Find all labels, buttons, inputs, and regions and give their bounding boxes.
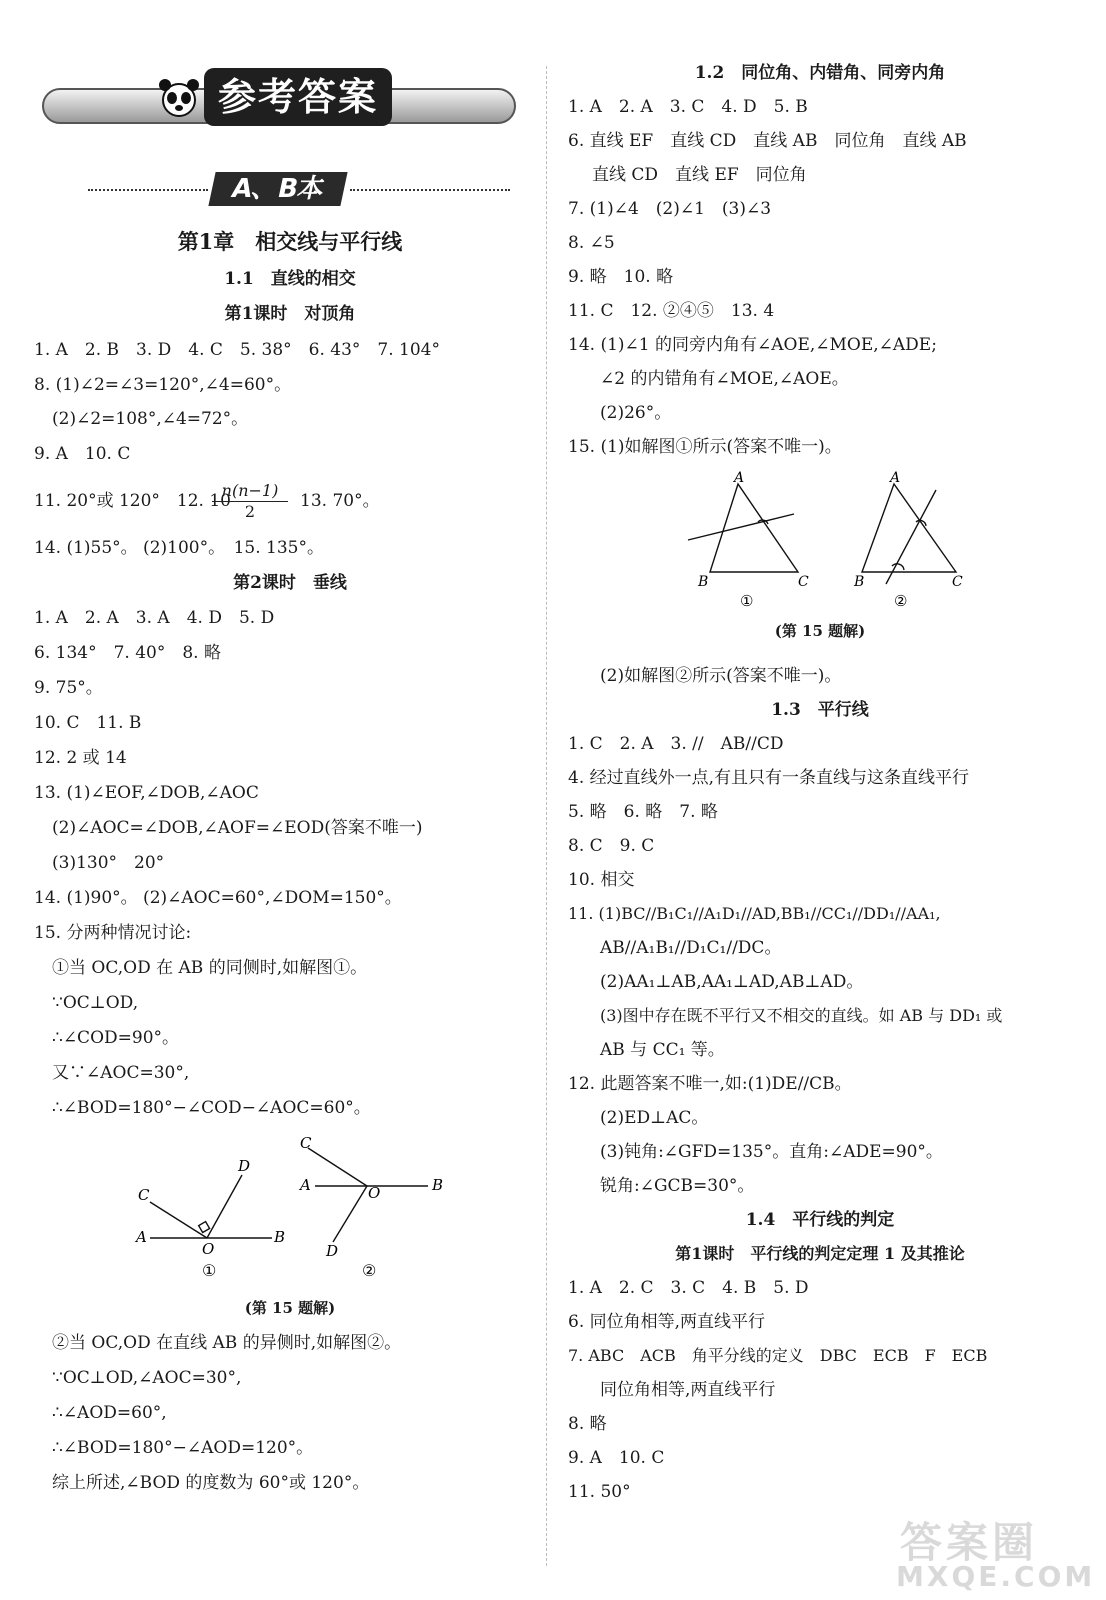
figure-caption: (第 15 题解) xyxy=(244,1299,336,1317)
answer-line: 12. 此题答案不唯一,如:(1)DE//CB。 xyxy=(568,1074,852,1094)
figure-marker-2: ② xyxy=(894,592,908,610)
figure-perpendicular-lines xyxy=(130,1130,470,1290)
answer-line: 4. 经过直线外一点,有且只有一条直线与这条直线平行 xyxy=(568,768,970,788)
figure-marker-2: ② xyxy=(362,1261,377,1280)
label-C: C xyxy=(138,1186,150,1204)
answer-line: 8. ∠5 xyxy=(568,233,615,253)
label-B: B xyxy=(274,1228,286,1246)
answer-line: ∠2 的内错角有∠MOE,∠AOE。 xyxy=(600,369,849,389)
answer-line: 6. 同位角相等,两直线平行 xyxy=(568,1312,766,1332)
figure-triangles xyxy=(680,466,980,616)
label-A: A xyxy=(136,1228,147,1246)
answer-line: 综上所述,∠BOD 的度数为 60°或 120°。 xyxy=(52,1473,370,1493)
triangle-1 xyxy=(710,484,798,572)
label-A: A xyxy=(890,470,901,486)
answer-line: (2)AA₁⊥AB,AA₁⊥AD,AB⊥AD。 xyxy=(600,972,864,992)
figure-caption: (第 15 题解) xyxy=(774,622,866,640)
answer-line: 7. (1)∠4 (2)∠1 (3)∠3 xyxy=(568,199,772,219)
answer-line: (2)26°。 xyxy=(600,403,672,423)
ray-OD-2 xyxy=(333,1186,367,1242)
answer-line: 又∵∠AOC=30°, xyxy=(52,1063,190,1083)
answer-line: (3)钝角:∠GFD=135°。直角:∠ADE=90°。 xyxy=(600,1142,943,1162)
answer-line: 1. A 2. B 3. D 4. C 5. 38° 6. 43° 7. 104° xyxy=(34,340,440,360)
answer-line: 1. A 2. C 3. C 4. B 5. D xyxy=(568,1278,809,1298)
answer-line: 1. C 2. A 3. // AB//CD xyxy=(568,734,784,754)
answer-line: 15. 分两种情况讨论: xyxy=(34,923,192,943)
ray-OC-1 xyxy=(150,1202,207,1238)
label-A: A xyxy=(734,470,745,486)
answer-line: 9. A 10. C xyxy=(34,444,131,464)
answer-line: (2)∠2=108°,∠4=72°。 xyxy=(52,409,249,429)
answer-banner xyxy=(42,68,512,132)
answer-line: 8. C 9. C xyxy=(568,836,655,856)
label-B: B xyxy=(698,574,709,590)
label-O: O xyxy=(202,1240,215,1258)
section-title: 1.2 同位角、内错角、同旁内角 xyxy=(694,63,946,83)
panda-mascot-icon xyxy=(154,76,204,122)
answer-line: 14. (1)∠1 的同旁内角有∠AOE,∠MOE,∠ADE; xyxy=(568,335,937,355)
answer-line: 6. 134° 7. 40° 8. 略 xyxy=(34,643,221,663)
answer-line: 13. (1)∠EOF,∠DOB,∠AOC xyxy=(34,783,259,803)
figure-marker-1: ① xyxy=(740,592,754,610)
answer-line: ∴∠BOD=180°−∠COD−∠AOC=60°。 xyxy=(52,1098,371,1118)
lesson-title: 第1课时 平行线的判定定理 1 及其推论 xyxy=(675,1244,965,1263)
answer-line: 6. 直线 EF 直线 CD 直线 AB 同位角 直线 AB xyxy=(568,131,967,151)
answer-line: 9. A 10. C xyxy=(568,1448,665,1468)
answer-line: 10. 相交 xyxy=(568,870,635,890)
label-C: C xyxy=(798,574,809,590)
answer-line: ∴∠AOD=60°, xyxy=(52,1403,167,1423)
fraction-numerator: n(n−1) xyxy=(212,481,288,502)
ray-OD-1 xyxy=(207,1175,242,1238)
subtitle-rule-left xyxy=(88,189,208,191)
page-title: 参考答案 xyxy=(204,68,392,126)
label-C: C xyxy=(952,574,963,590)
watermark-text: 答案圈 xyxy=(900,1518,1039,1567)
answer-line: 同位角相等,两直线平行 xyxy=(600,1380,776,1400)
answer-line: 14. (1)55°。 (2)100°。 15. 135°。 xyxy=(34,538,324,558)
answer-line: ①当 OC,OD 在 AB 的同侧时,如解图①。 xyxy=(52,958,368,978)
answer-line: 12. 2 或 14 xyxy=(34,748,127,768)
answer-line: (2)ED⊥AC。 xyxy=(600,1108,709,1128)
answer-line: ∵OC⊥OD, xyxy=(52,993,139,1013)
answer-line: 锐角:∠GCB=30°。 xyxy=(600,1176,755,1196)
answer-line: ∴∠COD=90°。 xyxy=(52,1028,180,1048)
figure-marker-1: ① xyxy=(202,1261,217,1280)
answer-line: ②当 OC,OD 在直线 AB 的异侧时,如解图②。 xyxy=(52,1333,402,1353)
answer-line: ∴∠BOD=180°−∠AOD=120°。 xyxy=(52,1438,314,1458)
label-D: D xyxy=(326,1242,339,1260)
section-title: 1.3 平行线 xyxy=(771,700,869,720)
answer-line: (2)∠AOC=∠DOB,∠AOF=∠EOD(答案不唯一) xyxy=(52,818,423,838)
answer-line: 1. A 2. A 3. C 4. D 5. B xyxy=(568,97,808,117)
answer-line: 9. 略 10. 略 xyxy=(568,267,674,287)
cut-line-1 xyxy=(688,514,794,540)
fraction-denominator: 2 xyxy=(244,502,256,521)
section-title: 1.1 直线的相交 xyxy=(224,269,356,289)
label-D: D xyxy=(238,1157,251,1175)
answer-line: 15. (1)如解图①所示(答案不唯一)。 xyxy=(568,437,842,457)
answer-line: ∵OC⊥OD,∠AOC=30°, xyxy=(52,1368,242,1388)
lesson-title: 第1课时 对顶角 xyxy=(224,304,356,324)
answer-line: (2)如解图②所示(答案不唯一)。 xyxy=(600,666,842,686)
answer-line: 14. (1)90°。 (2)∠AOC=60°,∠DOM=150°。 xyxy=(34,888,402,908)
answer-line: 11. (1)BC//B₁C₁//A₁D₁//AD,BB₁//CC₁//DD₁//AA₁, xyxy=(568,904,941,923)
answer-line: 7. ABC ACB 角平分线的定义 DBC ECB F ECB xyxy=(568,1346,988,1365)
label-O: O xyxy=(368,1184,381,1202)
answer-line: 10. C 11. B xyxy=(34,713,142,733)
section-title: 1.4 平行线的判定 xyxy=(745,1210,895,1230)
column-divider xyxy=(546,66,547,1566)
label-B: B xyxy=(432,1176,444,1194)
lesson-title: 第2课时 垂线 xyxy=(233,573,347,593)
answer-line: 1. A 2. A 3. A 4. D 5. D xyxy=(34,608,275,628)
watermark-url: MXQE.COM xyxy=(896,1560,1096,1593)
answer-line: AB 与 CC₁ 等。 xyxy=(600,1040,725,1060)
label-C: C xyxy=(300,1134,312,1152)
answer-line: AB//A₁B₁//D₁C₁//DC。 xyxy=(600,938,782,958)
fraction xyxy=(212,481,288,522)
answer-line: 8. (1)∠2=∠3=120°,∠4=60°。 xyxy=(34,375,292,395)
watermark-logo xyxy=(880,1510,1100,1596)
answer-line: (3)130° 20° xyxy=(52,853,165,873)
triangle-2 xyxy=(862,484,956,572)
answer-line: 11. C 12. ②④⑤ 13. 4 xyxy=(568,301,775,321)
answer-line: 13. 70°。 xyxy=(300,491,380,511)
answer-line: 9. 75°。 xyxy=(34,678,103,698)
subtitle-rule-right xyxy=(350,189,510,191)
answer-line: 直线 CD 直线 EF 同位角 xyxy=(592,165,807,185)
label-A: A xyxy=(300,1176,311,1194)
answer-line: 8. 略 xyxy=(568,1414,607,1434)
ray-OC-2 xyxy=(308,1148,367,1186)
answer-line: (3)图中存在既不平行又不相交的直线。如 AB 与 DD₁ 或 xyxy=(600,1006,1003,1025)
chapter-title: 第1章 相交线与平行线 xyxy=(177,229,403,254)
answer-line: 11. 20°或 120° 12. 10 xyxy=(34,491,231,511)
answer-line: 11. 50° xyxy=(568,1482,631,1502)
right-angle-mark-1 xyxy=(199,1222,210,1233)
answer-line: 5. 略 6. 略 7. 略 xyxy=(568,802,718,822)
subtitle-tag: A、B本 xyxy=(208,172,347,206)
cut-line-2 xyxy=(886,490,936,584)
label-B: B xyxy=(854,574,865,590)
